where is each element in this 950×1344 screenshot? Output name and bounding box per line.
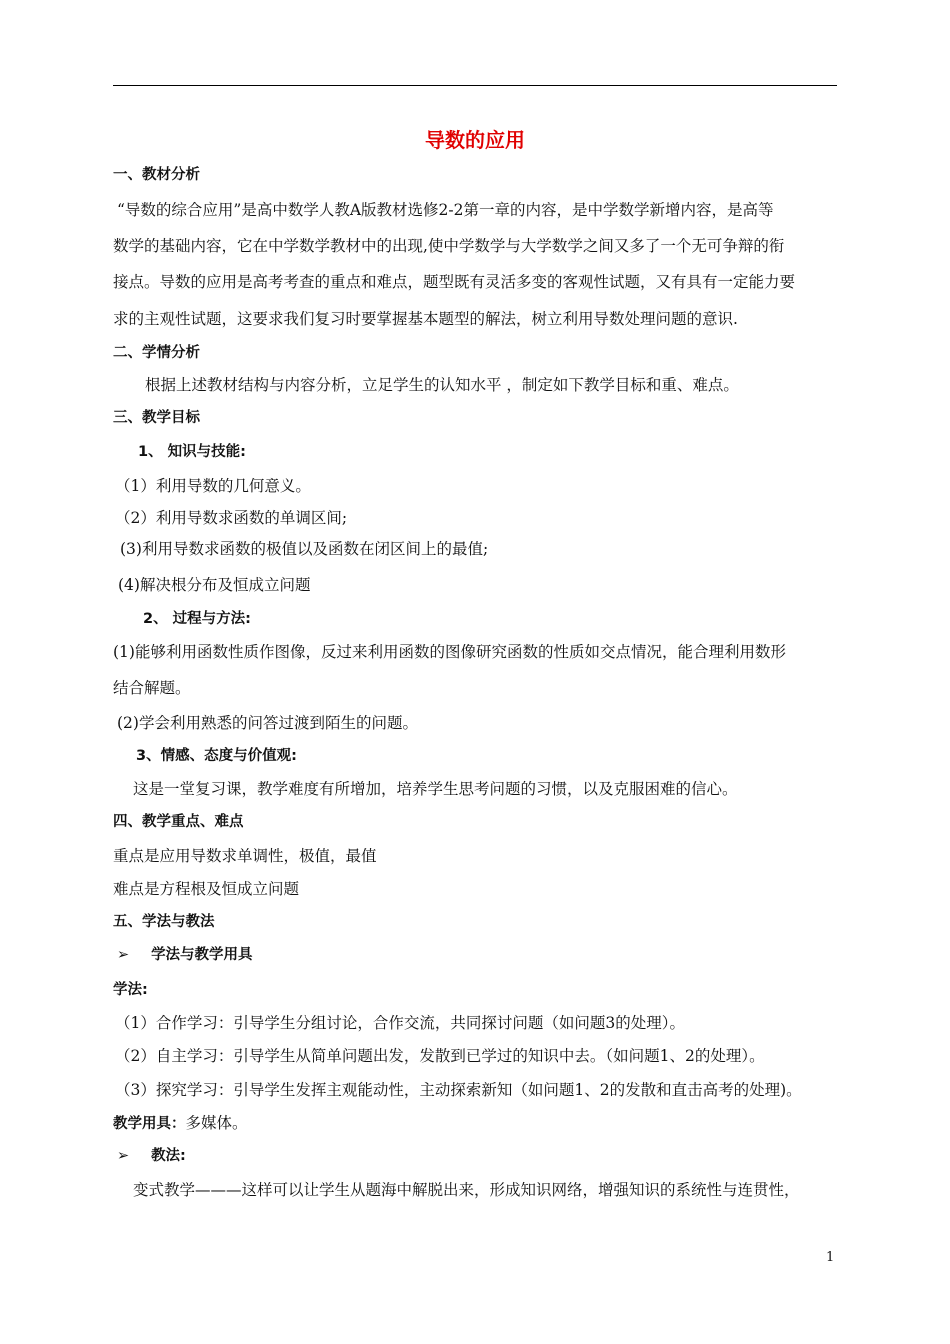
bullet-item-xuefa: [117, 945, 253, 965]
list-item: (1)能够利用函数性质作图像，反过来利用函数的图像研究函数的性质如交点情况，能合理利用数形: [113, 643, 786, 661]
paragraph-line: 难点是方程根及恒成立问题: [113, 880, 300, 898]
section-heading-5: 五、学法与教法: [113, 914, 215, 930]
paragraph-line: “导数的综合应用”是高中数学人教A版教材选修2-2第一章的内容，是中学数学新增内容，是高等: [117, 201, 774, 219]
arrow-bullet-icon: ➢: [117, 947, 130, 963]
list-item: （1）合作学习：引导学生分组讨论，合作交流，共同探讨问题（如问题3的处理）。: [115, 1014, 685, 1032]
arrow-bullet-icon: ➢: [117, 1148, 130, 1164]
paragraph-line: 根据上述教材结构与内容分析，立足学生的认知水平 ，制定如下教学目标和重、难点。: [145, 376, 739, 394]
list-item: （1）利用导数的几何意义。: [115, 477, 311, 495]
bullet-label: 教法:: [151, 1148, 186, 1164]
paragraph-line: 这是一堂复习课，教学难度有所增加，培养学生思考问题的习惯，以及克服困难的信心。: [133, 780, 738, 798]
list-item: （2）利用导数求函数的单调区间;: [115, 509, 348, 527]
list-item: （2）自主学习：引导学生从简单问题出发，发散到已学过的知识中去。（如问题1、2的处理）。: [115, 1047, 765, 1065]
header-rule: [113, 85, 837, 86]
list-item: （3）探究学习：引导学生发挥主观能动性，主动探索新知（如问题1、2的发散和直击高考的处理)。: [115, 1081, 802, 1099]
document-title: 导数的应用: [425, 128, 525, 152]
section-heading-4: 四、教学重点、难点: [113, 814, 244, 830]
tools-value: 多媒体。: [185, 1114, 248, 1132]
xuefa-label: 学法:: [113, 982, 148, 998]
list-item: (4)解决根分布及恒成立问题: [118, 576, 311, 594]
list-item: (3)利用导数求函数的极值以及函数在闭区间上的最值;: [120, 540, 489, 558]
paragraph-line: 数学的基础内容，它在中学数学教材中的出现,使中学数学与大学数学之间又多了一个无可争辩的衔: [113, 237, 785, 255]
section-heading-1: 一、教材分析: [113, 167, 200, 183]
paragraph-line: 求的主观性试题，这要求我们复习时要掌握基本题型的解法，树立利用导数处理问题的意识.: [113, 310, 738, 328]
paragraph-line: 变式教学———这样可以让学生从题海中解脱出来，形成知识网络，增强知识的系统性与连贯性，: [133, 1181, 800, 1199]
subheading-knowledge: 1、 知识与技能:: [138, 444, 246, 460]
paragraph-line: 重点是应用导数求单调性，极值，最值: [113, 847, 377, 865]
tools-label: 教学用具：: [113, 1116, 186, 1132]
section-heading-2: 二、学情分析: [113, 345, 200, 361]
paragraph-line: 接点。导数的应用是高考考查的重点和难点，题型既有灵活多变的客观性试题，又有具有一定能力要: [113, 273, 796, 291]
list-item: 结合解题。: [113, 679, 191, 697]
subheading-process: 2、 过程与方法:: [143, 611, 251, 627]
tools-line: [113, 1113, 248, 1134]
page-number: 1: [826, 1250, 835, 1265]
list-item: (2)学会利用熟悉的问答过渡到陌生的问题。: [117, 714, 418, 732]
section-heading-3: 三、教学目标: [113, 410, 200, 426]
bullet-item-jiaofa: [117, 1146, 186, 1166]
subheading-attitude: 3、情感、态度与价值观:: [136, 748, 297, 764]
bullet-label: 学法与教学用具: [151, 947, 253, 963]
